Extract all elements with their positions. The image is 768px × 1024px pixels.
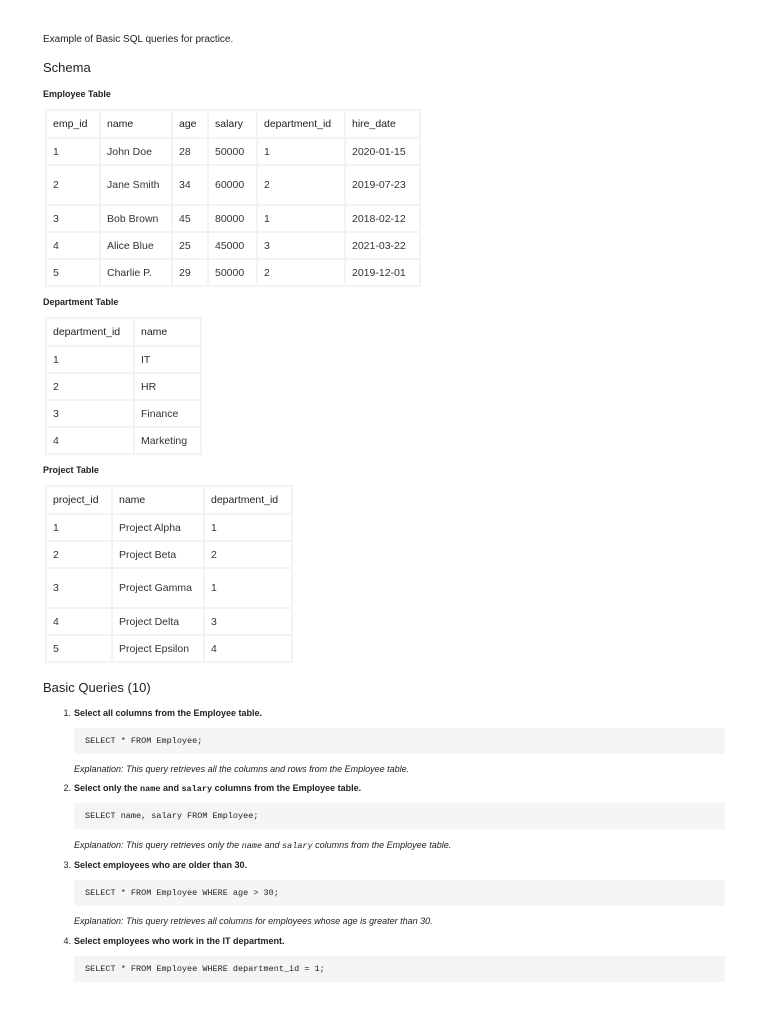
table-cell: Project Delta [112,608,204,635]
table-cell: 4 [46,608,112,635]
table-cell: 2020-01-15 [345,138,420,165]
table-row [46,232,420,259]
table-row [46,427,201,454]
table-cell: 2 [257,165,345,205]
schema-heading: Schema [43,60,91,75]
query-number: 2. [63,783,71,793]
query-question [74,936,285,946]
table-cell: 50000 [208,259,257,286]
text-span: Explanation: This query retrieves all the columns and rows from the Employee table. [74,764,410,774]
text-span: columns from the Employee table. [312,840,452,850]
text-span: Explanation: This query retrieves all columns for employees whose age is greater than 30. [74,916,433,926]
table-cell: Project Alpha [112,514,204,541]
employee-col-header: department_id [257,110,345,138]
text-span: Select employees who work in the IT department. [74,936,285,946]
table-row [46,373,201,400]
table-row [46,608,292,635]
table-cell: HR [134,373,201,400]
table-cell: 1 [46,138,100,165]
query-question [74,783,361,794]
table-cell: Project Beta [112,541,204,568]
table-row [46,259,420,286]
table-cell: 2 [257,259,345,286]
project-col-header: name [112,486,204,514]
table-cell: 1 [204,568,292,608]
project-table-title: Project Table [43,465,99,475]
code-block: SELECT * FROM Employee WHERE department_id = 1; [74,956,725,982]
employee-col-header: salary [208,110,257,138]
table-cell: Finance [134,400,201,427]
table-cell: 2021-03-22 [345,232,420,259]
table-row [46,635,292,662]
text-span: Explanation: This query retrieves only the [74,840,242,850]
inline-code: name [241,841,262,851]
code-block: SELECT name, salary FROM Employee; [74,803,725,829]
table-cell: 1 [204,514,292,541]
employee-col-header: hire_date [345,110,420,138]
employee-table-header-row [46,110,420,138]
query-number: 3. [63,860,71,870]
table-cell: 1 [46,346,134,373]
query-question [74,708,262,718]
table-cell: 3 [46,205,100,232]
text-span: Select all columns from the Employee table. [74,708,263,718]
intro-text: Example of Basic SQL queries for practice. [43,34,234,45]
table-cell: 2 [46,165,100,205]
text-span: and [160,783,182,793]
text-span: and [262,840,283,850]
table-cell: 3 [46,400,134,427]
table-cell: IT [134,346,201,373]
table-cell: 25 [172,232,208,259]
table-row [46,514,292,541]
project-col-header: project_id [46,486,112,514]
table-cell: 2 [46,541,112,568]
table-cell: Bob Brown [100,205,172,232]
employee-col-header: name [100,110,172,138]
employee-col-header: emp_id [46,110,100,138]
department-col-header: department_id [46,318,134,346]
table-cell: 29 [172,259,208,286]
table-cell: 3 [46,568,112,608]
employee-table-title: Employee Table [43,89,111,99]
table-cell: 2019-07-23 [345,165,420,205]
project-table [45,485,293,663]
basic-queries-heading: Basic Queries (10) [43,680,151,695]
table-row [46,541,292,568]
department-col-header: name [134,318,201,346]
table-cell: 2 [204,541,292,568]
department-table-header-row [46,318,201,346]
text-span: Select employees who are older than 30. [74,860,248,870]
table-cell: Alice Blue [100,232,172,259]
table-cell: 45000 [208,232,257,259]
table-cell: 80000 [208,205,257,232]
table-cell: Charlie P. [100,259,172,286]
table-row [46,138,420,165]
table-cell: 4 [204,635,292,662]
department-table [45,317,202,455]
code-block: SELECT * FROM Employee; [74,728,725,754]
table-row [46,165,420,205]
table-cell: 5 [46,635,112,662]
inline-code: salary [282,841,313,851]
table-cell: 4 [46,232,100,259]
table-cell: Marketing [134,427,201,454]
query-number: 1. [63,708,71,718]
code-block: SELECT * FROM Employee WHERE age > 30; [74,880,725,906]
text-span: columns from the Employee table. [212,783,362,793]
table-cell: 3 [257,232,345,259]
employee-col-header: age [172,110,208,138]
table-cell: John Doe [100,138,172,165]
table-cell: 34 [172,165,208,205]
table-row [46,400,201,427]
project-table-header-row [46,486,292,514]
query-explanation [74,764,409,774]
inline-code: salary [181,784,213,794]
table-cell: 1 [46,514,112,541]
query-explanation [74,916,433,926]
table-cell: 1 [257,205,345,232]
query-question [74,860,247,870]
table-row [46,568,292,608]
table-cell: Project Gamma [112,568,204,608]
table-cell: 45 [172,205,208,232]
table-cell: 1 [257,138,345,165]
table-row [46,346,201,373]
project-col-header: department_id [204,486,292,514]
inline-code: name [140,784,161,794]
table-cell: 2 [46,373,134,400]
table-cell: 2019-12-01 [345,259,420,286]
department-table-title: Department Table [43,297,119,307]
query-explanation [74,840,451,851]
employee-table [45,109,421,287]
table-cell: 50000 [208,138,257,165]
query-number: 4. [63,936,71,946]
table-cell: 2018-02-12 [345,205,420,232]
table-cell: 5 [46,259,100,286]
table-cell: 3 [204,608,292,635]
table-row [46,205,420,232]
table-cell: 60000 [208,165,257,205]
table-cell: Jane Smith [100,165,172,205]
text-span: Select only the [74,783,141,793]
table-cell: Project Epsilon [112,635,204,662]
table-cell: 4 [46,427,134,454]
table-cell: 28 [172,138,208,165]
